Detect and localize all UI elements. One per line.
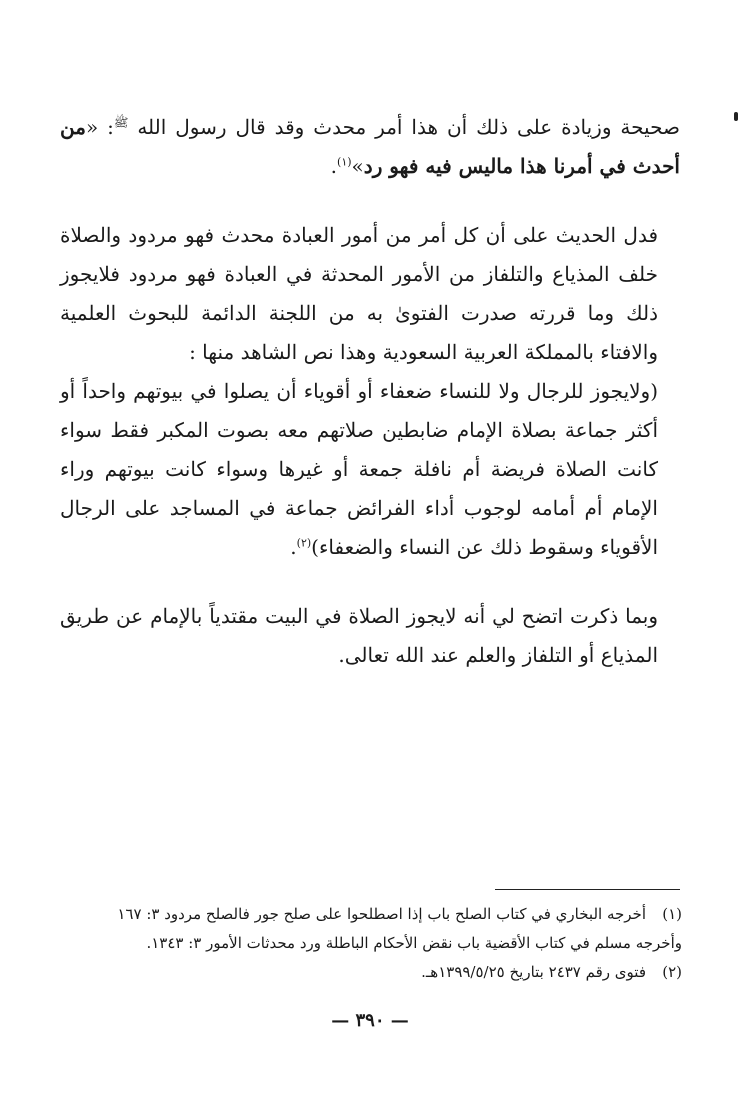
margin-mark: [734, 112, 738, 121]
footnote-text: فتوى رقم ٢٤٣٧ بتاريخ ١٣٩٩/٥/٢٥هـ.: [421, 963, 646, 981]
footnote-ref-2[interactable]: (٢): [296, 536, 312, 550]
fatwa-quote: (ولايجوز للرجال ولا للنساء ضعفاء أو أقوياء أن يصلوا في بيوتهم واحداً أو أكثر جماعة بصلاة الإمام ضابطين صلاتهم معه بصوت المكبر فقط سواء كانت الصلاة فريضة أم نافلة جمعة أو غيرها وسواء كانت بيوتهم وراء الإمام أم أمامه لوجوب أداء الفرائض جماعة في المساجد على الرجال الأقوياء وسقوط ذلك عن النساء والضعفاء): [60, 379, 658, 559]
paragraph-4: وبما ذكرت اتضح لي أنه لايجوز الصلاة في البيت مقتدياً بالإمام عن طريق المذياع أو التلفاز والعلم عند الله تعالى.: [60, 604, 658, 667]
paragraph-gap: [60, 186, 680, 216]
hadith-quote: من أحدث في أمرنا هذا ماليس فيه فهو رد: [60, 115, 680, 178]
paragraph-1: [60, 108, 680, 186]
footnote-number: (١): [662, 905, 682, 923]
main-text: [60, 108, 680, 675]
paragraph-1-text: صحيحة وزيادة على ذلك أن هذا أمر محدث وقد قال رسول الله: [137, 115, 680, 139]
paragraph-gap: [60, 567, 680, 597]
footnote-1: [58, 900, 682, 929]
page-number: — ٣٩٠ —: [331, 1010, 409, 1031]
paragraph-3: [60, 372, 680, 567]
paragraph-2: فدل الحديث على أن كل أمر من أمور العبادة محدث فهو مردود والصلاة خلف المذياع والتلفاز من الأمور المحدثة في العبادة فهو مردود فلايجوز ذلك وما قررته صدرت الفتوىٰ به من اللجنة الدائمة للبحوث العلمية والافتاء بالمملكة العربية السعودية وهذا نص الشاهد منها :: [60, 223, 658, 364]
footnote-ref-1[interactable]: (١): [337, 155, 352, 169]
paragraph-1-end: .: [330, 154, 338, 178]
footnote-divider: [495, 889, 680, 890]
footnote-text: أخرجه البخاري في كتاب الصلح باب إذا اصطلحوا على صلح جور فالصلح مردود ٣: ١٦٧: [117, 905, 646, 923]
honorific-symbol: ﷺ: [113, 115, 129, 130]
quote-open: : «: [85, 115, 114, 139]
footnote-number: (٢): [662, 963, 682, 981]
footnote-2: [58, 958, 682, 987]
footnote-text: وأخرجه مسلم في كتاب الأقضية باب نقض الأحكام الباطلة ورد محدثات الأمور ٣: ١٣٤٣.: [146, 934, 682, 952]
quote-close: »: [351, 154, 364, 178]
footnote-1-continued: [58, 929, 682, 958]
footnotes: [58, 900, 682, 987]
paragraph-3-end: .: [290, 535, 297, 559]
